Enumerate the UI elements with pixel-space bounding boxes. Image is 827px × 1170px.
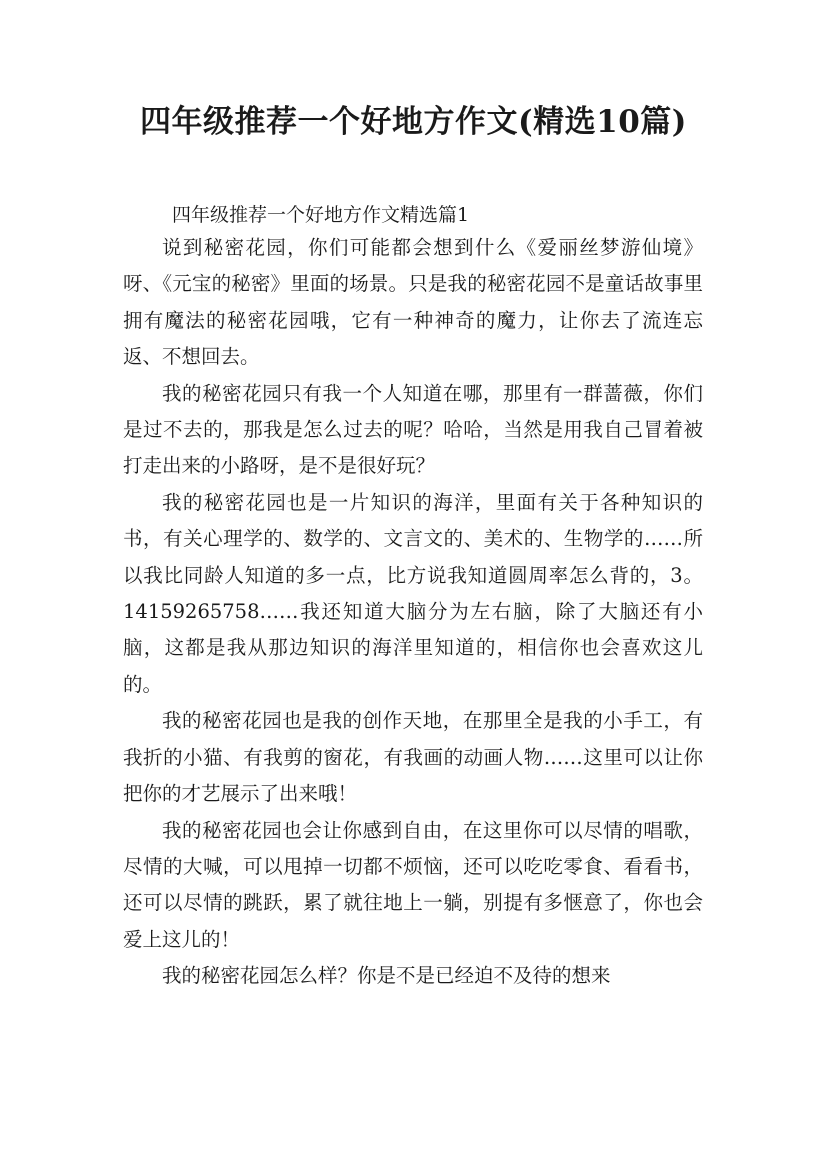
paragraph: 我的秘密花园也是我的创作天地，在那里全是我的小手工，有我折的小猫、有我剪的窗花，有我画的动画人物……这里可以让你把你的才艺展示了出来哦！ — [123, 709, 703, 806]
paragraph: 我的秘密花园怎么样？你是不是已经迫不及待的想来 — [162, 964, 611, 988]
paragraph: 我的秘密花园只有我一个人知道在哪，那里有一群蔷薇，你们是过不去的，那我是怎么过去的呢？哈哈，当然是用我自己冒着被打走出来的小路呀，是不是很好玩？ — [123, 381, 703, 478]
paragraph: 我的秘密花园也会让你感到自由，在这里你可以尽情的唱歌，尽情的大喊，可以甩掉一切都不烦恼，还可以吃吃零食、看看书，还可以尽情的跳跃，累了就往地上一躺，别提有多惬意了，你也会爱上这儿的！ — [123, 818, 703, 951]
paragraph: 说到秘密花园，你们可能都会想到什么《爱丽丝梦游仙境》呀、《元宝的秘密》里面的场景。只是我的秘密花园不是童话故事里拥有魔法的秘密花园哦，它有一种神奇的魔力，让你去了流连忘返、不想回去。 — [123, 236, 703, 369]
section-heading: 四年级推荐一个好地方作文精选篇1 — [172, 204, 470, 226]
document-title: 四年级推荐一个好地方作文(精选10篇) — [140, 104, 687, 140]
paragraph: 我的秘密花园也是一片知识的海洋，里面有关于各种知识的书，有关心理学的、数学的、文言文的、美术的、生物学的……所以我比同龄人知道的多一点，比方说我知道圆周率怎么背的，3。14159265758……我还知道大脑分为左右脑，除了大脑还有小脑，这都是我从那边知识的海洋里知道的，相信你也会喜欢这儿的。 — [123, 490, 703, 696]
article-body — [123, 230, 703, 995]
